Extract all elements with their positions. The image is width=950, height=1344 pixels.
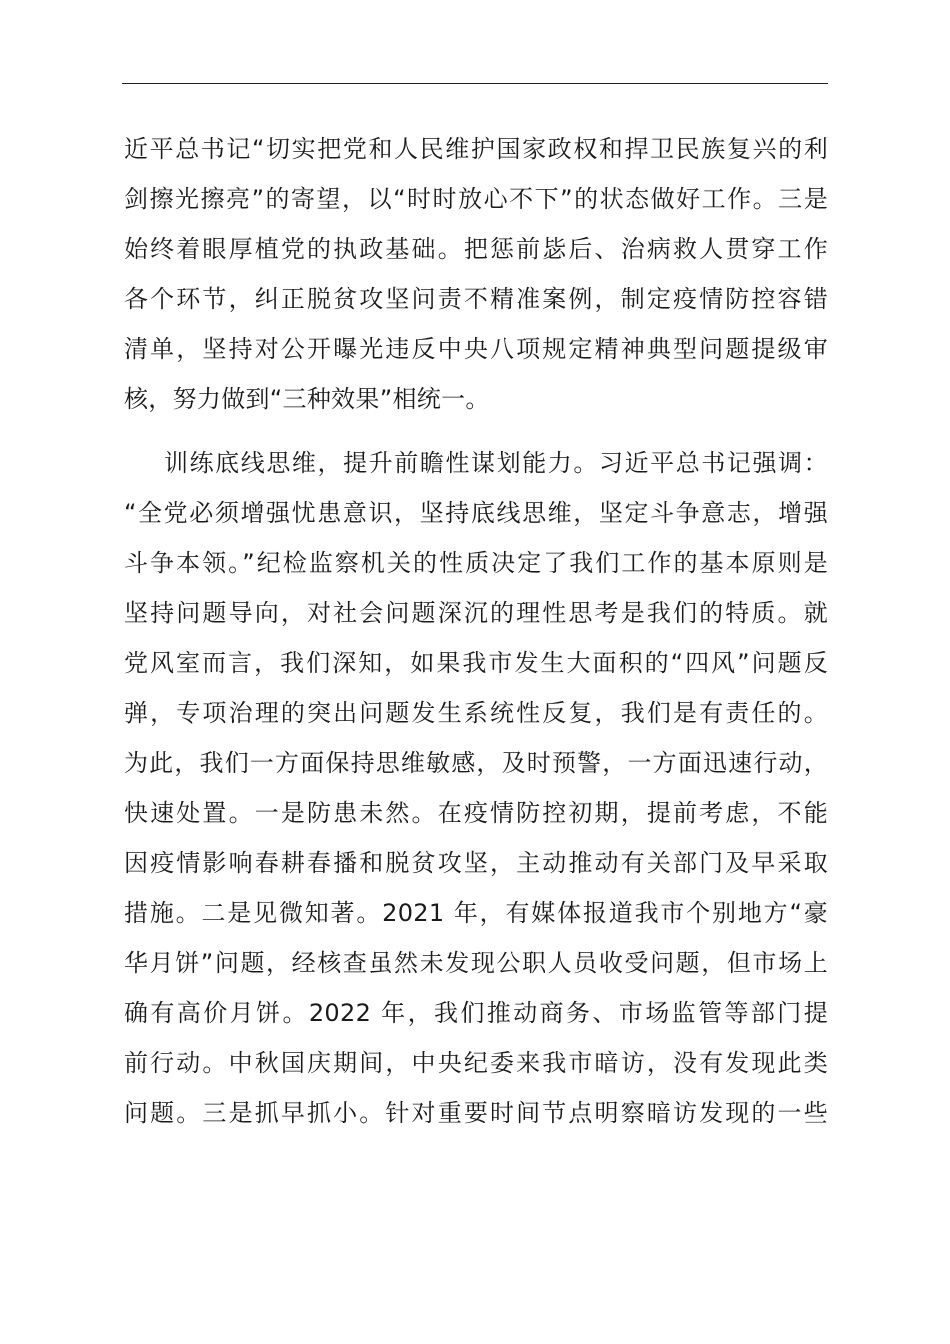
text-line: 坚持问题导向，对社会问题深沉的理性思考是我们的特质。就 bbox=[124, 599, 828, 627]
paragraph-gap bbox=[124, 424, 828, 438]
text-line: 剑擦光擦亮”的寄望，以“时时放心不下”的状态做好工作。三是 bbox=[124, 185, 828, 213]
text-line: 近平总书记“切实把党和人民维护国家政权和捍卫民族复兴的利 bbox=[124, 135, 828, 163]
paragraph-1 bbox=[124, 124, 828, 424]
text-line: 训练底线思维，提升前瞻性谋划能力。习近平总书记强调： bbox=[164, 449, 828, 477]
text-line: 党风室而言，我们深知，如果我市发生大面积的“四风”问题反 bbox=[124, 649, 828, 677]
text-line: 为此，我们一方面保持思维敏感，及时预警，一方面迅速行动， bbox=[124, 749, 828, 777]
text-line: 确有高价月饼。2022 年，我们推动商务、市场监管等部门提 bbox=[124, 999, 828, 1027]
body-text bbox=[124, 124, 828, 1138]
text-line: 始终着眼厚植党的执政基础。把惩前毖后、治病救人贯穿工作 bbox=[124, 235, 828, 263]
text-line: “全党必须增强忧患意识，坚持底线思维，坚定斗争意志，增强 bbox=[124, 499, 828, 527]
text-line: 核，努力做到“三种效果”相统一。 bbox=[124, 385, 490, 413]
text-line: 弹，专项治理的突出问题发生系统性反复，我们是有责任的。 bbox=[124, 699, 828, 727]
text-line: 问题。三是抓早抓小。针对重要时间节点明察暗访发现的一些 bbox=[124, 1099, 828, 1127]
text-line: 清单，坚持对公开曝光违反中央八项规定精神典型问题提级审 bbox=[124, 335, 828, 363]
text-line: 华月饼”问题，经核查虽然未发现公职人员收受问题，但市场上 bbox=[124, 949, 828, 977]
text-line: 快速处置。一是防患未然。在疫情防控初期，提前考虑，不能 bbox=[124, 799, 828, 827]
text-line: 斗争本领。”纪检监察机关的性质决定了我们工作的基本原则是 bbox=[124, 549, 828, 577]
text-line: 各个环节，纠正脱贫攻坚问责不精准案例，制定疫情防控容错 bbox=[124, 285, 828, 313]
text-line: 前行动。中秋国庆期间，中央纪委来我市暗访，没有发现此类 bbox=[124, 1049, 828, 1077]
paragraph-2 bbox=[124, 438, 828, 1138]
text-line: 因疫情影响春耕春播和脱贫攻坚，主动推动有关部门及早采取 bbox=[124, 849, 828, 877]
header-rule bbox=[122, 83, 828, 84]
text-line: 措施。二是见微知著。2021 年，有媒体报道我市个别地方“豪 bbox=[124, 899, 828, 927]
